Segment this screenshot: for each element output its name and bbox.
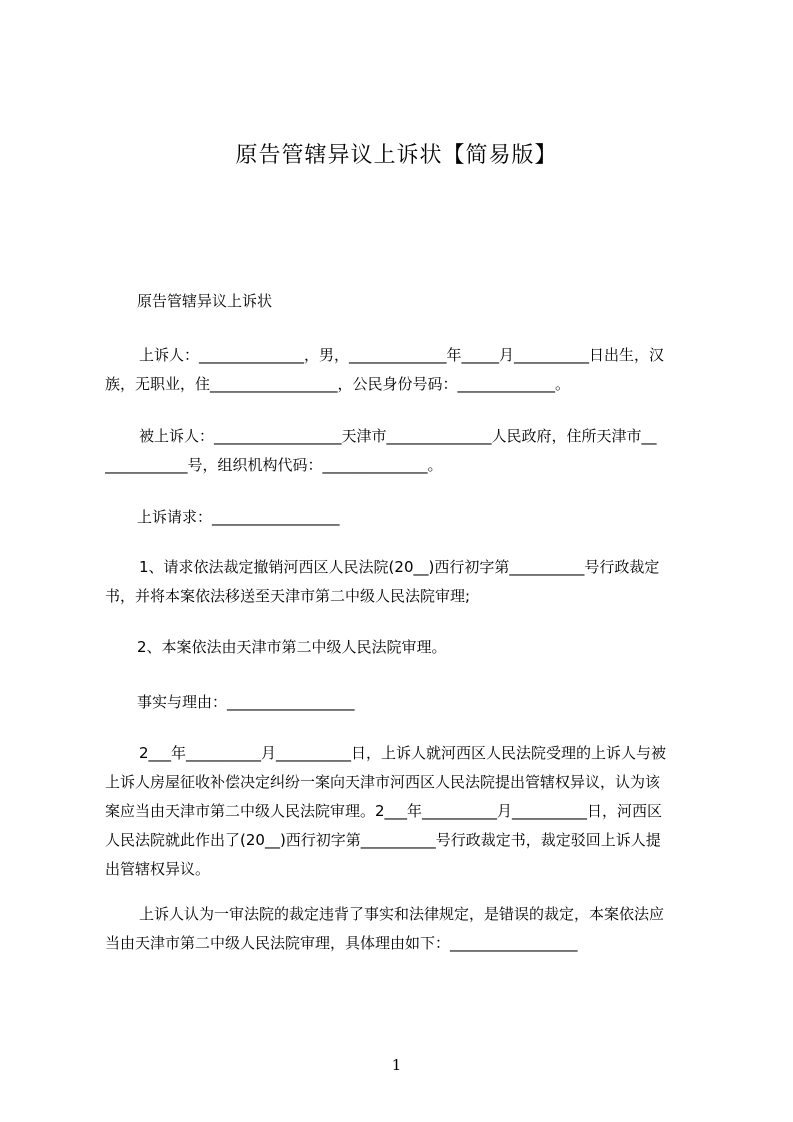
request-heading-text: 上诉请求：_________________: [137, 508, 340, 526]
reason-line-2: 当由天津市第二中级人民法院审理，具体理由如下：_________________: [105, 934, 578, 952]
appellee-line-1: 被上诉人：_________________天津市______________人民政府，住所天津市__: [139, 427, 657, 445]
reason-line-1: 上诉人认为一审法院的裁定违背了事实和法律规定，是错误的裁定，本案依法应: [139, 905, 665, 923]
appellee-line-2: ___________号，组织机构代码：______________。: [105, 456, 443, 474]
facts-line-1: 2___年__________月__________日，上诉人就河西区人民法院受理的上诉人与被: [139, 744, 667, 762]
facts-line-2: 上诉人房屋征收补偿决定纠纷一案向天津市河西区人民法院提出管辖权异议，认为该: [105, 773, 661, 791]
page-number: 1: [391, 1056, 402, 1074]
request-2-text: 2、本案依法由天津市第二中级人民法院审理。: [137, 638, 447, 656]
request-item-1: [105, 553, 700, 611]
appellant-paragraph: [105, 341, 700, 399]
facts-line-3: 案应当由天津市第二中级人民法院审理。2___年__________月__________日，河西区: [105, 802, 663, 820]
document-title: 原告管辖异议上诉状【简易版】: [235, 143, 558, 168]
appellant-line-2: 族，无职业，住_________________，公民身份号码：_____________。: [105, 375, 571, 393]
facts-paragraph: [105, 739, 700, 884]
facts-heading-text: 事实与理由：_________________: [137, 693, 355, 711]
facts-line-4: 人民法院就此作出了(20__)西行初字第__________号行政裁定书，裁定驳回上诉人提: [105, 831, 661, 849]
facts-line-5: 出管辖权异议。: [105, 860, 211, 878]
appellant-line-1: 上诉人：______________，男，_____________年_____月__________日出生，汉: [139, 346, 665, 364]
request-1-line-1: 1、请求依法裁定撤销河西区人民法院(20__)西行初字第__________号行政裁定: [139, 558, 660, 576]
subtitle-text: 原告管辖异议上诉状: [137, 292, 273, 310]
appellee-paragraph: [105, 422, 700, 480]
request-heading: [105, 503, 700, 532]
facts-heading: [105, 688, 700, 717]
request-item-2: [105, 633, 700, 662]
request-1-line-2: 书，并将本案依法移送至天津市第二中级人民法院审理;: [105, 587, 471, 605]
reason-paragraph: [105, 900, 700, 958]
document-subtitle: [105, 287, 700, 316]
